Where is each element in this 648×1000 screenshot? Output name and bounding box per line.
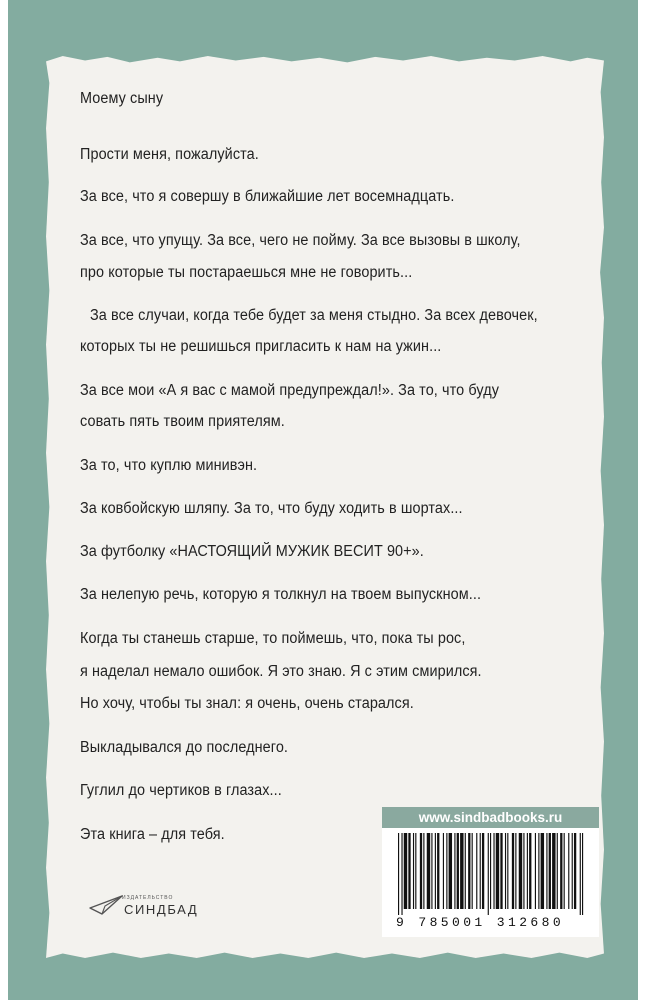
publisher-name: СИНДБАД	[124, 902, 199, 917]
text-line: которых ты не решишься пригласить к нам на ужин...	[80, 338, 442, 355]
barcode-block	[382, 807, 599, 937]
text-line: За футболку «НАСТОЯЩИЙ МУЖИК ВЕСИТ 90+».	[80, 543, 424, 560]
publisher-small-label: ИЗДАТЕЛЬСТВО	[122, 895, 174, 901]
text-line: Когда ты станешь старше, то поймешь, что, пока ты рос,	[80, 630, 466, 647]
text-line: За ковбойскую шляпу. За то, что буду ходить в шортах...	[80, 500, 463, 517]
text-line: За все, что упущу. За все, чего не пойму. За все вызовы в школу,	[80, 232, 521, 249]
text-line: совать пять твоим приятелям.	[80, 413, 285, 430]
text-line: За все случаи, когда тебе будет за меня стыдно. За всех девочек,	[90, 307, 538, 324]
text-line: Но хочу, чтобы ты знал: я очень, очень старался.	[80, 695, 414, 712]
text-line: За все, что я совершу в ближайшие лет восемнадцать.	[80, 188, 455, 205]
text-line: Прости меня, пожалуйста.	[80, 146, 259, 163]
website-url: www.sindbadbooks.ru	[382, 807, 599, 828]
isbn-digits: 9 785001 312680	[396, 915, 565, 930]
publisher-logo	[88, 888, 238, 928]
text-line: я наделал немало ошибок. Я это знаю. Я с этим смирился.	[80, 663, 482, 680]
text-line: За нелепую речь, которую я толкнул на твоем выпускном...	[80, 586, 482, 603]
text-line: Гуглил до чертиков в глазах...	[80, 782, 282, 799]
text-line: про которые ты постараешься мне не говорить...	[80, 264, 413, 281]
text-line: Эта книга – для тебя.	[80, 826, 225, 843]
barcode-icon	[396, 833, 588, 915]
text-line: За все мои «А я вас с мамой предупреждал!». За то, что буду	[80, 382, 500, 399]
text-line: Выкладывался до последнего.	[80, 739, 289, 756]
dedication-heading: Моему сыну	[80, 90, 164, 107]
text-line: За то, что куплю минивэн.	[80, 457, 258, 474]
paper-plane-icon	[88, 892, 124, 922]
